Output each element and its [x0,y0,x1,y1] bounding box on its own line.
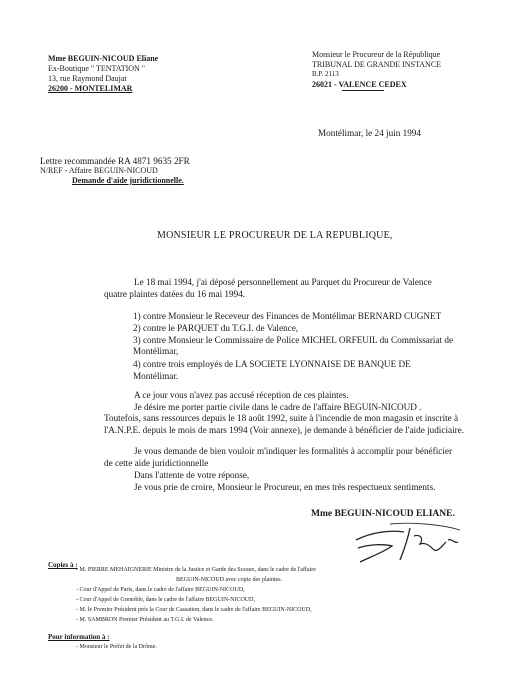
information-heading: Pour information à : [48,633,110,641]
signature-name: Mme BEGUIN-NICOUD ELIANE. [311,509,455,519]
body-line: Toutefois, sans ressources depuis le 18 août 1992, suite à l'incendie de mon magasin et inscrite à [104,413,459,423]
copies-heading: Copies à : [48,561,78,569]
nref-line: N/REF - Affaire BEGUIN-NICOUD [40,166,158,175]
sender-city: 26200 - MONTELIMAR [48,84,133,93]
complaint-item: 4) contre trois employés de LA SOCIETE LYONNAISE DE BANQUE DE [133,359,411,369]
recipient-line1: Monsieur le Procureur de la République [312,50,441,59]
body-line: Je vous demande de bien vouloir m'indiquer les formalités à accomplir pour bénéficier [134,446,453,456]
complaint-item: 1) contre Monsieur le Receveur des Finances de Montélimar BERNARD CUGNET [133,311,442,321]
handwritten-signature [350,522,470,568]
body-line: l'A.N.P.E. depuis le mois de mars 1994 (Voir annexe), je demande à bénéficier de l'aide judiciaire. [104,425,465,435]
copies-item: - Cour d'Appel de Grenoble, dans le cadre de l'affaire BEGUIN-NICOUD, [76,597,255,603]
sender-street: 13, rue Raymond Daujat [48,74,127,83]
information-item: - Monsieur le Préfet de la Drôme. [76,644,157,650]
body-line: Je désire me porter partie civile dans le cadre de l'affaire BEGUIN-NICOUD . [134,402,422,412]
body-line: A ce jour vous n'avez pas accusé réception de ces plaintes. [134,390,349,400]
recipient-line4: 26021 - VALENCE CEDEX [312,80,407,89]
recipient-line3: B.P. 2113 [312,70,339,78]
registered-letter: Lettre recommandée RA 4871 9635 2FR [40,156,190,166]
copies-item: - Cour d'Appel de Paris, dans le cadre de l'affaire BEGUIN-NICOUD, [76,587,245,593]
subject-line: Demande d'aide juridictionnelle. [72,176,184,185]
copies-item: - M. PIERRE MEHAIGNERIE Ministre de la Justice et Garde des Sceaux, dans le cadre de l'affaire [76,567,316,573]
complaint-item: 2) contre le PARQUET du T.G.I. de Valence, [133,323,299,333]
sender-business: Ex-Boutique " TENTATION " [48,64,146,73]
copies-item: BEGUIN-NICOUD avec copie des plaintes. [176,577,283,583]
complaint-item: Montélimar, [133,346,179,356]
body-line: Dans l'attente de votre réponse, [134,470,250,480]
place-date: Montélimar, le 24 juin 1994 [318,128,421,138]
intro-line-1: Le 18 mai 1994, j'ai déposé personnellement au Parquet du Procureur de Valence [134,277,432,287]
body-line: de cette aide juridictionnelle [104,458,209,468]
sender-name: Mme BEGUIN-NICOUD Eliane [48,54,159,63]
recipient-underline [342,90,384,91]
copies-item: - M. SAMBRON Premier Président au T.G.I. de Valence. [76,617,214,623]
salutation: MONSIEUR LE PROCUREUR DE LA REPUBLIQUE, [157,230,393,241]
complaint-item: Montélimar. [133,371,179,381]
body-line: Je vous prie de croire, Monsieur le Procureur, en mes très respectueux sentiments. [134,482,436,492]
copies-item: - M. le Premier Président près la Cour de Cassation, dans le cadre de l'affaire BEGUIN-NICOUD, [76,607,312,613]
recipient-line2: TRIBUNAL DE GRANDE INSTANCE [312,60,442,69]
complaint-item: 3) contre Monsieur le Commissaire de Police MICHEL ORFEUIL du Commissariat de [133,335,454,345]
intro-line-2: quatre plaintes datées du 16 mai 1994. [104,289,246,299]
